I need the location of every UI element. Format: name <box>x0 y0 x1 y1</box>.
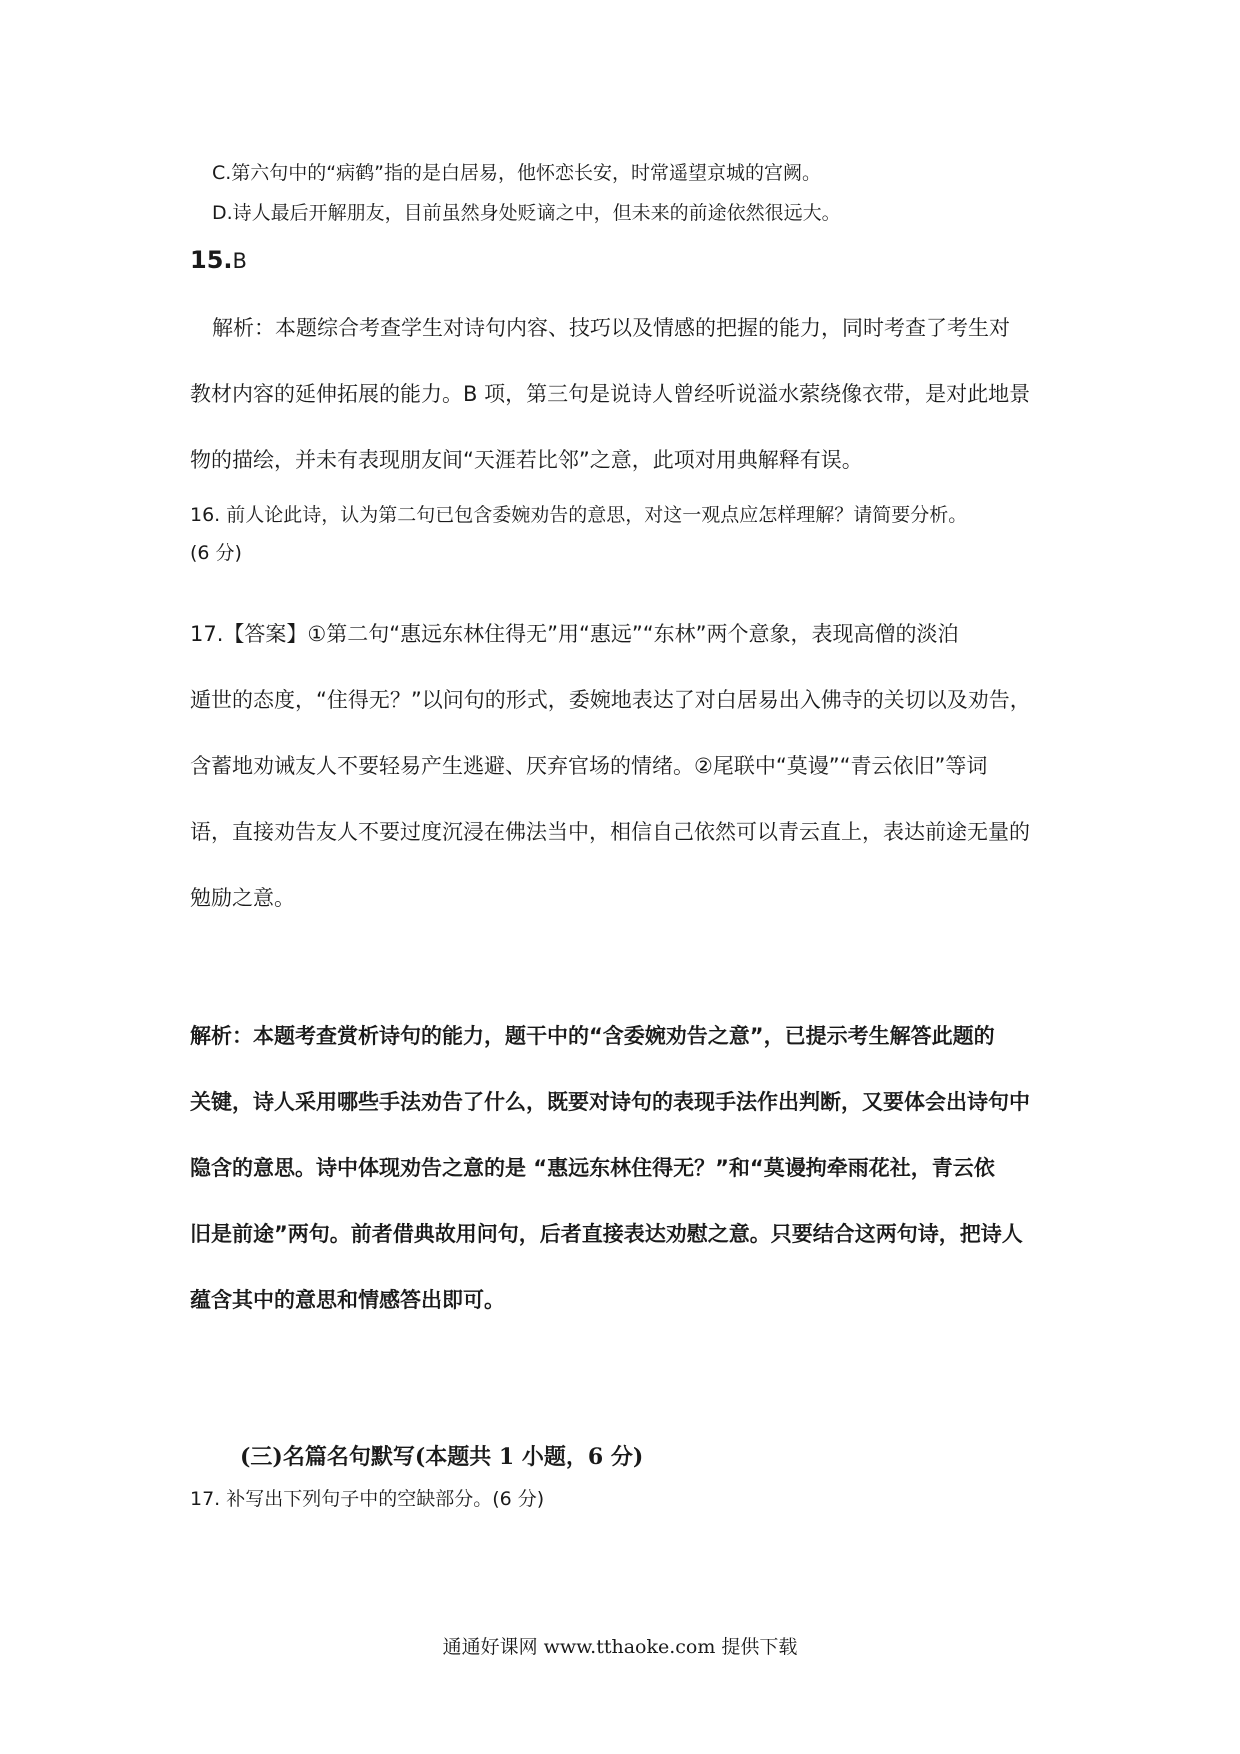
page-footer: 通通好课网 www.tthaoke.com 提供下载 <box>442 1636 798 1658</box>
option-d: D.诗人最后开解朋友，目前虽然身处贬谪之中，但未来的前途依然很远大。 <box>212 202 841 224</box>
section-title: (三)名篇名句默写(本题共 1 小题，6 分) <box>240 1444 644 1470</box>
question-15-answer <box>190 246 247 274</box>
q15-analysis-line-2: 教材内容的延伸拓展的能力。B 项，第三句是说诗人曾经听说溢水萦绕像衣带，是对此地景 <box>190 382 1031 406</box>
q17-analysis-line-4: 旧是前途”两句。前者借典故用问句，后者直接表达劝慰之意。只要结合这两句诗，把诗人 <box>190 1222 1023 1246</box>
q15-analysis-line-3: 物的描绘，并未有表现朋友间“天涯若比邻”之意，此项对用典解释有误。 <box>190 448 863 472</box>
q17-answer-line-3: 含蓄地劝诫友人不要轻易产生逃避、厌弃官场的情绪。②尾联中“莫谩”“青云依旧”等词 <box>190 754 988 778</box>
q16-question-line-2: (6 分) <box>190 542 242 564</box>
option-c: C.第六句中的“病鹤”指的是白居易，他怀恋长安，时常遥望京城的宫阙。 <box>212 162 821 184</box>
q17-analysis-line-2: 关键，诗人采用哪些手法劝告了什么，既要对诗句的表现手法作出判断，又要体会出诗句中 <box>190 1090 1030 1114</box>
q17-answer-line-5: 勉励之意。 <box>190 886 295 910</box>
q16-question-line-1: 16. 前人论此诗，认为第二句已包含委婉劝告的意思，对这一观点应怎样理解？请简要分析。 <box>190 504 968 526</box>
q17-analysis-line-5: 蕴含其中的意思和情感答出即可。 <box>190 1288 505 1312</box>
q17-fill-blank-prompt: 17. 补写出下列句子中的空缺部分。(6 分) <box>190 1488 545 1510</box>
q15-analysis-line-1: 解析：本题综合考查学生对诗句内容、技巧以及情感的把握的能力，同时考查了考生对 <box>212 316 1010 340</box>
q17-answer-line-1: 17.【答案】①第二句“惠远东林住得无”用“惠远”“东林”两个意象，表现高僧的淡泊 <box>190 622 959 646</box>
answer-letter: B <box>232 249 247 273</box>
q17-analysis-line-1: 解析：本题考查赏析诗句的能力，题干中的“含委婉劝告之意”，已提示考生解答此题的 <box>190 1024 995 1048</box>
q17-analysis-line-3: 隐含的意思。诗中体现劝告之意的是 “惠远东林住得无？”和“莫谩拘牵雨花社，青云依 <box>190 1156 995 1180</box>
q17-answer-line-2: 遁世的态度，“住得无？”以问句的形式，委婉地表达了对白居易出入佛寺的关切以及劝告， <box>190 688 1031 712</box>
question-number: 15. <box>190 246 233 274</box>
q17-answer-line-4: 语，直接劝告友人不要过度沉浸在佛法当中，相信自己依然可以青云直上，表达前途无量的 <box>190 820 1030 844</box>
